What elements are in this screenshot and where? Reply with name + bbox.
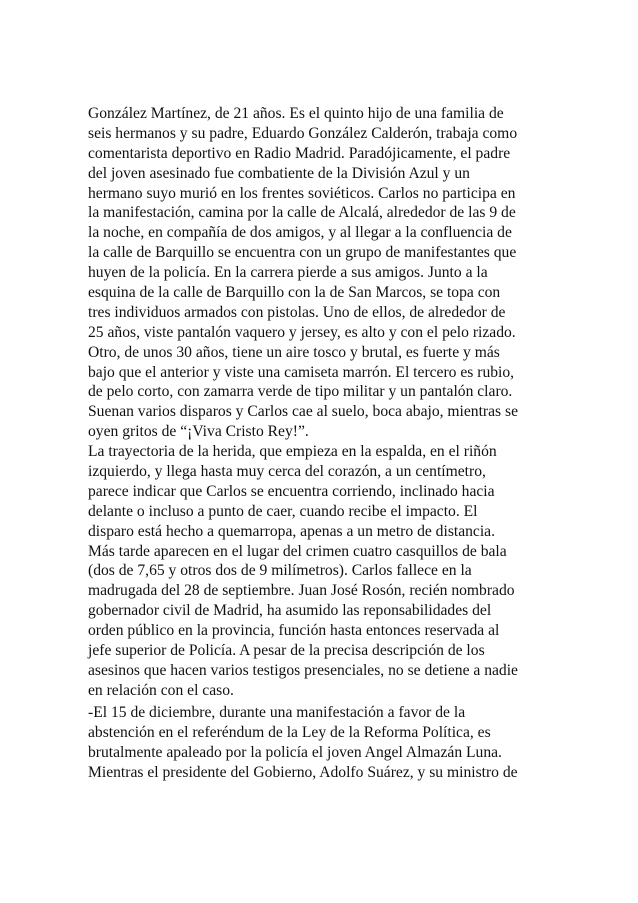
text-line: la manifestación, camina por la calle de Alcalá, alrededor de las 9 de — [88, 204, 516, 222]
text-line: comentarista deportivo en Radio Madrid. Paradójicamente, el padre — [88, 144, 511, 162]
text-line: disparo está hecho a quemarropa, apenas a un metro de distancia. — [88, 522, 496, 540]
text-line: Más tarde aparecen en el lugar del crimen cuatro casquillos de bala — [88, 542, 507, 560]
text-line: 25 años, viste pantalón vaquero y jersey, es alto y con el pelo rizado. — [88, 323, 516, 341]
text-line: orden público en la provincia, función hasta entonces reservada al — [88, 622, 500, 640]
text-line: bajo que el anterior y viste una camiseta marrón. El tercero es rubio, — [88, 363, 515, 381]
text-line: Otro, de unos 30 años, tiene un aire tosco y brutal, es fuerte y más — [88, 343, 500, 361]
text-line: asesinos que hacen varios testigos presenciales, no se detiene a nadie — [88, 661, 518, 679]
text-line: hermano suyo murió en los frentes soviéticos. Carlos no participa en — [88, 184, 516, 202]
text-line: parece indicar que Carlos se encuentra corriendo, inclinado hacia — [88, 482, 495, 500]
text-line: La trayectoria de la herida, que empieza en la espalda, en el riñón — [88, 443, 497, 461]
text-line: madrugada del 28 de septiembre. Juan José Rosón, recién nombrado — [88, 582, 515, 600]
text-line: Suenan varios disparos y Carlos cae al suelo, boca abajo, mientras se — [88, 403, 519, 421]
text-line: González Martínez, de 21 años. Es el quinto hijo de una familia de — [88, 105, 504, 122]
text-line: la noche, en compañía de dos amigos, y al llegar a la confluencia de — [88, 224, 512, 242]
text-line: -El 15 de diciembre, durante una manifestación a favor de la — [88, 704, 466, 721]
text-line: gobernador civil de Madrid, ha asumido las reponsabilidades del — [88, 602, 492, 620]
text-line: brutalmente apaleado por la policía el joven Angel Almazán Luna. — [88, 743, 502, 761]
text-line: de pelo corto, con zamarra verde de tipo militar y un pantalón claro. — [88, 383, 513, 401]
body-paragraph-1 — [88, 104, 558, 701]
text-line: huyen de la policía. En la carrera pierde a sus amigos. Junto a la — [88, 264, 488, 282]
text-line: en relación con el caso. — [88, 681, 234, 699]
text-line: (dos de 7,65 y otros dos de 9 milímetros). Carlos fallece en la — [88, 562, 472, 580]
text-line: abstención en el referéndum de la Ley de la Reforma Política, es — [88, 723, 491, 741]
text-line: la calle de Barquillo se encuentra con un grupo de manifestantes que — [88, 244, 517, 262]
text-line: jefe superior de Policía. A pesar de la precisa descripción de los — [88, 642, 485, 660]
text-line: delante o incluso a punto de caer, cuando recibe el impacto. El — [88, 502, 478, 520]
body-paragraph-2 — [88, 703, 558, 783]
text-line: del joven asesinado fue combatiente de la División Azul y un — [88, 164, 470, 182]
text-line: Mientras el presidente del Gobierno, Adolfo Suárez, y su ministro de — [88, 763, 518, 781]
text-line: izquierdo, y llega hasta muy cerca del corazón, a un centímetro, — [88, 463, 486, 481]
text-line: seis hermanos y su padre, Eduardo González Calderón, trabaja como — [88, 124, 518, 142]
text-line: esquina de la calle de Barquillo con la de San Marcos, se topa con — [88, 284, 501, 302]
text-line: tres individuos armados con pistolas. Uno de ellos, de alrededor de — [88, 303, 506, 321]
text-line: oyen gritos de “¡Viva Cristo Rey!”. — [88, 423, 309, 441]
